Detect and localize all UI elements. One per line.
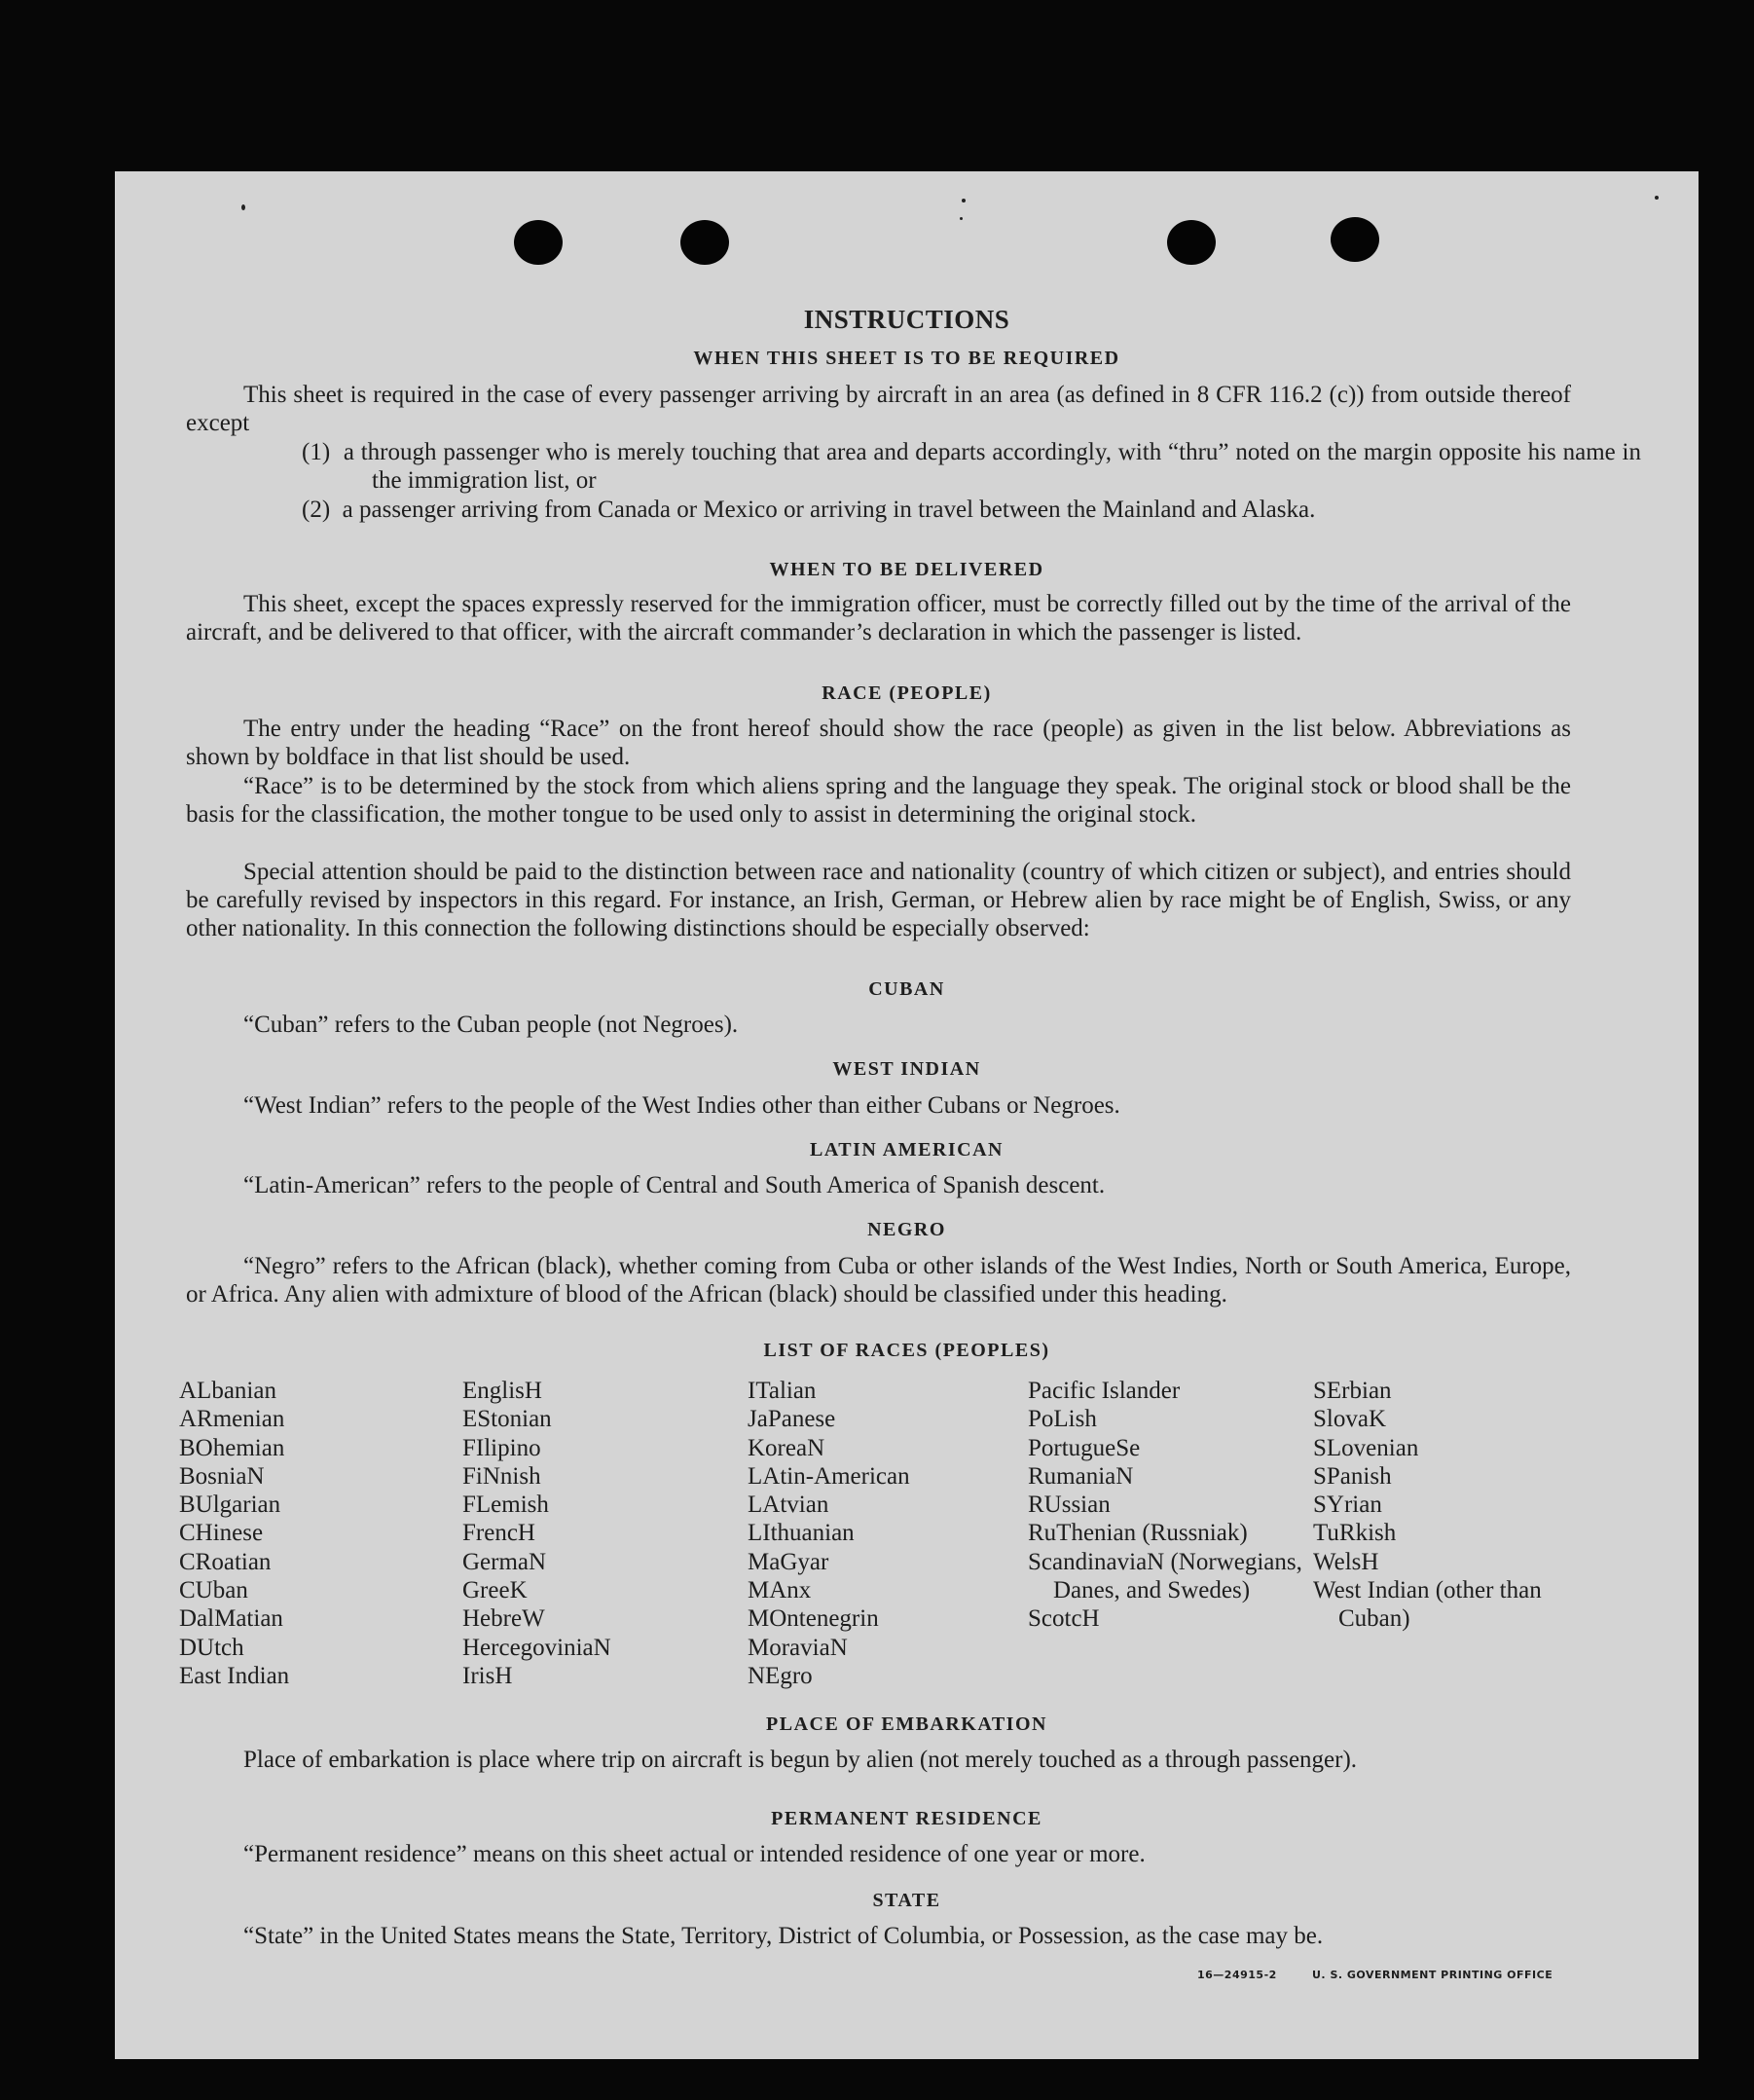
race-item: SLovenian — [1313, 1434, 1419, 1461]
heading-cuban: CUBAN — [868, 978, 945, 1000]
when-required-intro: This sheet is required in the case of every passenger arriving by aircraft in an area (as defined in 8 CFR 116.2 (c)) from outside thereof except — [186, 382, 1571, 436]
race-item: RUssian — [1028, 1492, 1111, 1519]
race-item: FrencH — [462, 1520, 535, 1547]
race-item: ScandinaviaN (Norwegians, Danes, and Swedes) — [1028, 1548, 1302, 1604]
exception-item-1 — [302, 438, 1641, 495]
race-item: BosniaN — [179, 1462, 265, 1490]
punch-hole — [1167, 220, 1216, 265]
heading-latin-american: LATIN AMERICAN — [810, 1139, 1004, 1161]
punch-hole — [680, 220, 729, 265]
speck — [241, 204, 245, 210]
exception-item-2 — [302, 496, 1641, 524]
race-item: SPanish — [1313, 1462, 1392, 1490]
race-item: BOhemian — [179, 1434, 285, 1461]
race-item: NEgro — [748, 1662, 813, 1689]
race-item: GreeK — [462, 1577, 528, 1604]
race-item: CRoatian — [179, 1548, 272, 1575]
race-item: WelsH — [1313, 1548, 1379, 1575]
speck — [1655, 196, 1659, 200]
race-item: SYrian — [1313, 1492, 1382, 1519]
heading-race: RACE (PEOPLE) — [822, 682, 992, 704]
race-item: IrisH — [462, 1662, 513, 1689]
race-column-2 — [462, 1377, 725, 1690]
race-paragraph-1: The entry under the heading “Race” on the front hereof should show the race (people) as given in the list below. Abbreviations as shown by boldface in that list should be used. — [186, 716, 1571, 770]
exception-text-1: a through passenger who is merely touching that area and departs accordingly, with “thru” noted on the margin opposite his name in the immigration list, or — [343, 439, 1642, 494]
race-item: LIthuanian — [748, 1520, 855, 1547]
heading-negro: NEGRO — [867, 1219, 946, 1240]
permanent-residence-text: “Permanent residence” means on this sheet actual or intended residence of one year or more. — [243, 1841, 1146, 1867]
race-item: East Indian — [179, 1662, 290, 1689]
form-number: 16—24915-2 — [1197, 1969, 1277, 1981]
heading-list-of-races: LIST OF RACES (PEOPLES) — [763, 1340, 1050, 1361]
race-item: CUban — [179, 1577, 248, 1604]
race-item: LAtin-American — [748, 1462, 910, 1490]
race-item: MAnx — [748, 1577, 812, 1604]
state-text: “State” in the United States means the State, Territory, District of Columbia, or Possession, as the case may be. — [243, 1923, 1324, 1949]
heading-permanent-residence: PERMANENT RESIDENCE — [771, 1808, 1042, 1829]
page-title: INSTRUCTIONS — [803, 305, 1010, 334]
punch-hole — [1331, 217, 1379, 262]
race-item: FLemish — [462, 1492, 549, 1519]
race-item: DUtch — [179, 1634, 244, 1661]
race-item: FIlipino — [462, 1434, 541, 1461]
race-item: EStonian — [462, 1406, 552, 1433]
race-item: SErbian — [1313, 1378, 1392, 1404]
race-item: MoraviaN — [748, 1634, 848, 1661]
race-item: DalMatian — [179, 1605, 283, 1633]
heading-west-indian: WEST INDIAN — [832, 1058, 981, 1080]
race-paragraph-3: Special attention should be paid to the distinction between race and nationality (country of which citizen or subject), and entries should be carefully revised by inspectors in this regard. For instance, an Irish, German, or Hebrew alien by race might be of English, Swiss, or any other nationality. In this connection the following distinctions should be especially observed: — [186, 859, 1571, 941]
exception-text-2: a passenger arriving from Canada or Mexico or arriving in travel between the Mainland and Alaska. — [342, 497, 1316, 523]
cuban-text: “Cuban” refers to the Cuban people (not Negroes). — [243, 1012, 739, 1038]
race-column-3 — [748, 1377, 1010, 1690]
race-item: ALbanian — [179, 1378, 276, 1404]
punch-hole — [514, 220, 563, 265]
race-column-1 — [179, 1377, 442, 1690]
latin-american-text: “Latin-American” refers to the people of Central and South America of Spanish descent. — [243, 1172, 1106, 1198]
race-item: RumaniaN — [1028, 1462, 1134, 1490]
race-item: West Indian (other than Cuban) — [1313, 1577, 1542, 1633]
race-item: HercegoviniaN — [462, 1634, 611, 1661]
race-item: CHinese — [179, 1520, 264, 1547]
exception-number-2: (2) — [302, 497, 331, 523]
exception-number-1: (1) — [302, 439, 331, 465]
speck — [960, 217, 963, 220]
west-indian-text: “West Indian” refers to the people of the West Indies other than either Cubans or Negroes. — [243, 1092, 1120, 1119]
race-item: JaPanese — [748, 1406, 836, 1433]
negro-text: “Negro” refers to the African (black), whether coming from Cuba or other islands of the West Indies, North or South America, Europe, or Africa. Any alien with admixture of blood of the African (black) should be classified under this heading. — [186, 1253, 1571, 1308]
race-item: TuRkish — [1313, 1520, 1397, 1547]
printer-imprint: U. S. GOVERNMENT PRINTING OFFICE — [1312, 1969, 1553, 1981]
race-column-5 — [1313, 1377, 1571, 1634]
race-item: SlovaK — [1313, 1406, 1386, 1433]
race-item: PoLish — [1028, 1406, 1097, 1433]
instruction-sheet — [115, 171, 1699, 2059]
race-item: MOntenegrin — [748, 1605, 879, 1633]
race-item: PortugueSe — [1028, 1434, 1141, 1461]
heading-state: STATE — [872, 1890, 941, 1911]
race-item: BUlgarian — [179, 1492, 281, 1519]
speck — [962, 199, 966, 203]
heading-when-delivered: WHEN TO BE DELIVERED — [769, 559, 1044, 580]
race-item: KoreaN — [748, 1434, 825, 1461]
race-item: ARmenian — [179, 1406, 285, 1433]
race-item: MaGyar — [748, 1548, 829, 1575]
race-item: EnglisH — [462, 1378, 542, 1404]
heading-embarkation: PLACE OF EMBARKATION — [766, 1713, 1047, 1735]
race-item: FiNnish — [462, 1462, 541, 1490]
embarkation-text: Place of embarkation is place where trip on aircraft is begun by alien (not merely touched as a through passenger). — [243, 1747, 1358, 1773]
race-item: Pacific Islander — [1028, 1378, 1181, 1404]
when-delivered-text: This sheet, except the spaces expressly reserved for the immigration officer, must be correctly filled out by the time of the arrival of the aircraft, and be delivered to that officer, with the aircraft commander’s declaration in which the passenger is listed. — [186, 591, 1571, 645]
race-item: RuThenian (Russniak) — [1028, 1520, 1248, 1547]
race-item: ScotcH — [1028, 1605, 1100, 1633]
race-column-4 — [1028, 1377, 1302, 1634]
race-item: GermaN — [462, 1548, 547, 1575]
race-item: LAtvian — [748, 1492, 829, 1519]
race-item: HebreW — [462, 1605, 545, 1633]
heading-when-required: WHEN THIS SHEET IS TO BE REQUIRED — [693, 348, 1120, 369]
race-item: ITalian — [748, 1378, 817, 1404]
race-paragraph-2: “Race” is to be determined by the stock from which aliens spring and the language they speak. The original stock or blood shall be the basis for the classification, the mother tongue to be used only to assist in determining the original stock. — [186, 773, 1571, 828]
